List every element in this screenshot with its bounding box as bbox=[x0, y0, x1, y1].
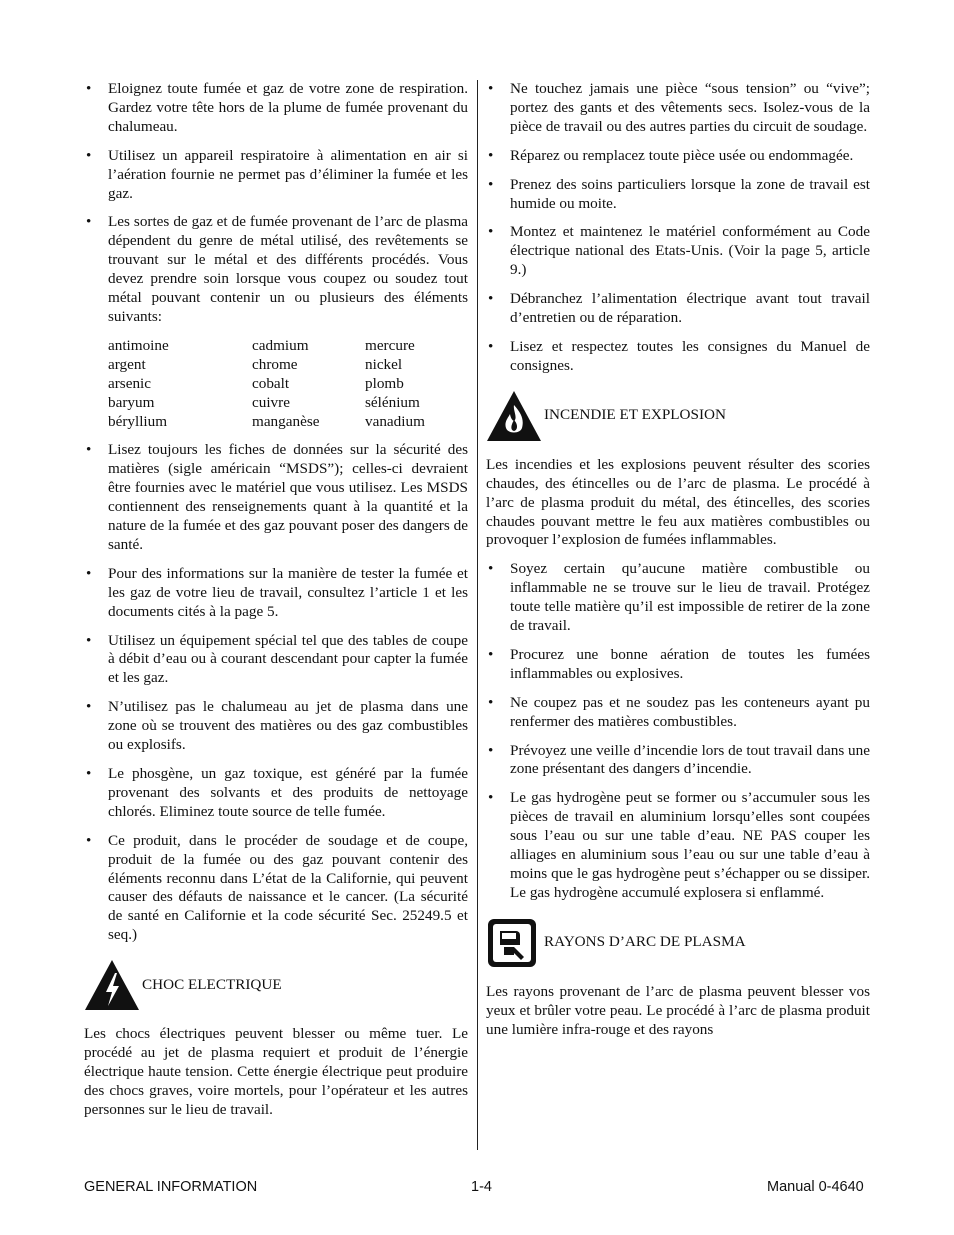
lightning-bolt-icon bbox=[84, 959, 140, 1011]
flame-icon bbox=[486, 390, 542, 442]
list-item: • Utilisez un équipement spécial tel que des tables de coupe à débit d’eau ou à courant descendant pour capter la fumée et les gaz. bbox=[84, 632, 468, 689]
metal-item: manganèse bbox=[252, 412, 320, 430]
metal-item: antimoine bbox=[108, 336, 169, 354]
list-item: • Ce produit, dans le procéder de soudage et de coupe, produit de la fumée ou des gaz pouvant contenir des éléments reconnu dans L’état de la Californie, qui peuvent causer des défauts de naissance et le cancer. (La sécurité de santé en Californie et la code sécurité Sec. 25249.5 et seq.) bbox=[84, 832, 468, 945]
fire-title: INCENDIE ET EXPLOSION bbox=[544, 406, 726, 424]
shock-list bbox=[486, 80, 870, 376]
metal-item: plomb bbox=[365, 374, 404, 392]
fire-heading bbox=[486, 390, 870, 442]
list-item: • Le gas hydrogène peut se former ou s’accumuler sous les pièces de travail en aluminium lorsqu’elles sont coupées sous l’eau ou sur une table d’eau. NE PAS couper les alliages en aluminium sous l’eau ou sur une table d’eau à moins que le gas hydrogène peut s’échapper ou se dissiper. Le gas hydrogène accumulé explosera si enflammé. bbox=[486, 789, 870, 902]
metal-item: vanadium bbox=[365, 412, 425, 430]
list-item: • Ne touchez jamais une pièce “sous tension” ou “vive”; portez des gants et des vêtements secs. Isolez-vous de la pièce de travail ou des autres parties du circuit de soudage. bbox=[486, 80, 870, 137]
list-item: • Le phosgène, un gaz toxique, est généré par la fumée provenant des solvants et des produits de nettoyage chlorés. Eliminez toute source de telle fumée. bbox=[84, 765, 468, 822]
footer-page-number: 1-4 bbox=[471, 1179, 492, 1195]
shock-paragraph: Les chocs électriques peuvent blesser ou même tuer. Le procédé au jet de plasma requiert et produit de l’énergie électrique haute tension. Cette énergie électrique peut produire des chocs graves, voire mortels, pour l’opérateur et les autres personnes sur le lieu de travail. bbox=[84, 1025, 468, 1118]
list-item: • Montez et maintenez le matériel conformément au Code électrique national des Etats-Unis. (Voir la page 5, article 9.) bbox=[486, 223, 870, 280]
rays-heading bbox=[486, 917, 870, 969]
metal-item: chrome bbox=[252, 355, 298, 373]
fumes-list-a bbox=[84, 80, 468, 327]
metal-item: arsenic bbox=[108, 374, 152, 392]
list-item: • Ne coupez pas et ne soudez pas les conteneurs ayant pu renfermer des matières combustibles. bbox=[486, 694, 870, 732]
metal-item: cobalt bbox=[252, 374, 290, 392]
shock-heading bbox=[84, 959, 468, 1011]
metal-item: nickel bbox=[365, 355, 403, 373]
metal-item: cuivre bbox=[252, 393, 290, 411]
right-column bbox=[486, 80, 870, 1050]
left-column bbox=[84, 80, 468, 1130]
fumes-list-b bbox=[84, 441, 468, 945]
list-item: • N’utilisez pas le chalumeau au jet de plasma dans une zone où se trouvent des matières ou des gaz combustibles ou explosifs. bbox=[84, 698, 468, 755]
rays-title: RAYONS D’ARC DE PLASMA bbox=[544, 933, 746, 951]
metal-item: baryum bbox=[108, 393, 155, 411]
list-item: • Soyez certain qu’aucune matière combustible ou inflammable ne se trouve sur le lieu de travail. Protégez toute telle matière qu’il est impossible de retirer de la zone de travail. bbox=[486, 560, 870, 636]
fire-paragraph: Les incendies et les explosions peuvent résulter des scories chaudes, des étincelles ou de l’arc de plasma. Le procédé à l’arc de plasma produit du métal, des étincelles, des scories chaudes pouvant mettre le feu aux matières combustibles ou provoquer l’explosion de fumées inflammables. bbox=[486, 455, 870, 549]
list-item: • Débranchez l’alimentation électrique avant tout travail d’entretien ou de réparation. bbox=[486, 290, 870, 328]
list-item: • Prévoyez une veille d’incendie lors de tout travail dans une zone présentant des dangers d’incendie. bbox=[486, 742, 870, 780]
list-item: • Lisez et respectez toutes les consignes du Manuel de consignes. bbox=[486, 338, 870, 376]
list-item: • Lisez toujours les fiches de données sur la sécurité des matières (sigle américain “MSDS”); celles-ci devraient être fournies avec le matériel que vous utilisez. Les MSDS contiennent des renseignements quant à la quantité et la nature de la fumée et des gaz pouvant poser des dangers de santé. bbox=[84, 441, 468, 554]
metals-table bbox=[108, 337, 468, 432]
metal-item: mercure bbox=[365, 336, 415, 354]
metal-item: argent bbox=[108, 355, 146, 373]
welder-mask-icon bbox=[486, 917, 542, 969]
list-item: • Utilisez un appareil respiratoire à alimentation en air si l’aération fournie ne permet pas d’éliminer la fumée et les gaz. bbox=[84, 147, 468, 204]
footer-manual-number: Manual 0-4640 bbox=[767, 1179, 864, 1195]
rays-paragraph: Les rayons provenant de l’arc de plasma peuvent blesser vos yeux et brûler votre peau. Le procédé à l’arc de plasma produit une lumière infra-rouge et des rayons bbox=[486, 982, 870, 1038]
footer-section-title: GENERAL INFORMATION bbox=[84, 1179, 258, 1195]
shock-title: CHOC ELECTRIQUE bbox=[142, 975, 282, 993]
list-item: • Les sortes de gaz et de fumée provenant de l’arc de plasma dépendent du genre de métal utilisé, des revêtements se trouvant sur le métal et des différents procédés. Vous devez prendre soin lorsque vous coupez ou soudez tout métal pouvant contenir un ou plusieurs des éléments suivants: bbox=[84, 213, 468, 326]
metal-item: béryllium bbox=[108, 412, 168, 430]
list-item: • Eloignez toute fumée et gaz de votre zone de respiration. Gardez votre tête hors de la plume de fumée provenant du chalumeau. bbox=[84, 80, 468, 137]
metal-item: sélénium bbox=[365, 393, 420, 411]
list-item: • Pour des informations sur la manière de tester la fumée et les gaz de votre lieu de travail, consultez l’article 1 et les documents cités à la page 5. bbox=[84, 565, 468, 622]
list-item: • Prenez des soins particuliers lorsque la zone de travail est humide ou moite. bbox=[486, 176, 870, 214]
list-item: • Réparez ou remplacez toute pièce usée ou endommagée. bbox=[486, 147, 870, 166]
column-divider bbox=[477, 80, 478, 1150]
metal-item: cadmium bbox=[252, 336, 309, 354]
fire-list bbox=[486, 560, 870, 903]
list-item: • Procurez une bonne aération de toutes les fumées inflammables ou explosives. bbox=[486, 646, 870, 684]
